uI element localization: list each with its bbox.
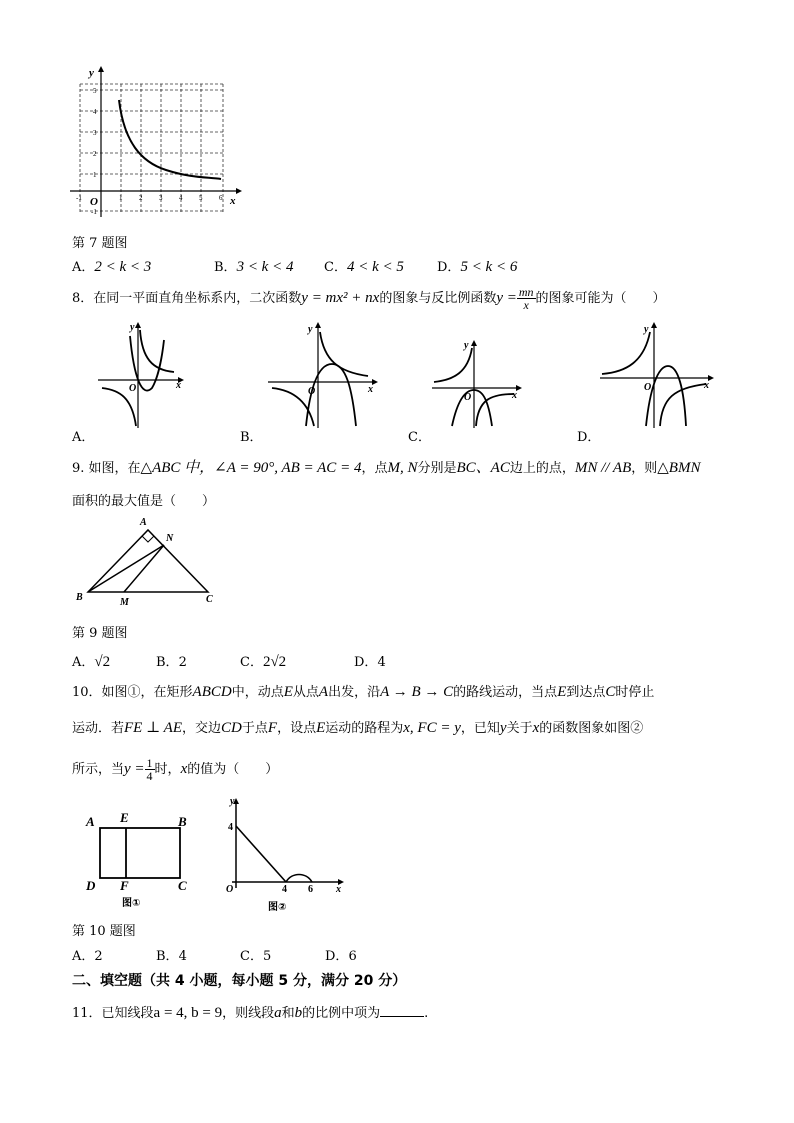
q7-xtick: 5: [199, 194, 203, 202]
q10-graph-y: y: [230, 796, 235, 807]
q9-stem-line2: 面积的最大值是（ ）: [72, 494, 216, 509]
q10-fraction: $\frac{1}{4}$: [146, 756, 153, 783]
q7-option-d[interactable]: D．5 < k < 6: [437, 259, 518, 275]
q7-figure-caption: 第 7 题图: [72, 236, 128, 251]
q8-stem: 8．在同一平面直角坐标系内，二次函数y = mx² + nx的图象与反比例函数y = $\frac{mn}{x}$ 的图象可能为（ ）: [72, 285, 666, 312]
q7-xtick: -1: [76, 194, 82, 202]
q9-figure-caption: 第 9 题图: [72, 626, 128, 641]
q10-graph-origin: O: [226, 884, 234, 895]
q7-ytick: 2: [93, 150, 97, 158]
q9-option-a[interactable]: A．√2: [72, 654, 111, 670]
q7-xtick: 4: [179, 194, 183, 202]
q8-option-c[interactable]: C．: [408, 430, 431, 445]
q10-graph-ytick: 4: [228, 822, 233, 833]
q9-stem-line1: 9. 如图，在△ABC 中，∠A = 90°, AB = AC = 4，点M, N分别是BC、AC边上的点，MN // AB，则△BMN: [72, 460, 701, 476]
q10-option-a[interactable]: A．2: [72, 949, 103, 964]
q7-ytick: 4: [93, 108, 97, 116]
q7-graph: [66, 62, 246, 222]
q10-option-c[interactable]: C．5: [240, 949, 272, 964]
q9-point-c: C: [206, 594, 213, 605]
section-2-heading: 二、填空题（共 4 小题，每小题 5 分，满分 20 分）: [72, 973, 407, 989]
q7-option-a[interactable]: A．2 < k < 3: [72, 259, 152, 275]
q8-graph-c: [428, 338, 528, 430]
q10-rect-e: E: [120, 810, 129, 825]
q10-figure-caption: 第 10 题图: [72, 924, 136, 939]
q10-stem-line1: 10．如图①，在矩形ABCD中，动点E从点A出发，沿A → B → C的路线运动，当点E到达点C时停止: [72, 684, 655, 700]
q7-xtick: 1: [119, 194, 123, 202]
q10-graph-xtick-4: 4: [282, 884, 287, 895]
svg-text:y: y: [464, 340, 469, 351]
q7-ytick: 5: [93, 87, 97, 95]
svg-text:O: O: [129, 383, 137, 394]
q8-graph-d: [596, 318, 720, 430]
svg-text:O: O: [644, 382, 652, 393]
q10-stem-line3: 所示，当y = $\frac{1}{4}$ 时，x的值为（ ）: [72, 756, 279, 783]
q10-rect-f: F: [120, 878, 129, 893]
q7-y-label: y: [89, 67, 94, 79]
q11-answer-blank[interactable]: [380, 1004, 424, 1017]
svg-text:x: x: [704, 380, 709, 391]
q10-fig2-label: 图②: [268, 902, 287, 913]
svg-text:y: y: [644, 324, 649, 335]
q7-hyperbola: [119, 100, 221, 179]
q10-rect-a: A: [86, 814, 95, 829]
svg-text:y: y: [130, 322, 135, 333]
q9-option-b[interactable]: B．2: [156, 655, 187, 670]
q10-function-graph: [222, 794, 352, 916]
q8-option-a[interactable]: A．: [72, 430, 95, 445]
svg-text:y: y: [308, 324, 313, 335]
q10-option-d[interactable]: D．6: [325, 949, 357, 964]
q9-option-c[interactable]: C．2√2: [240, 654, 287, 670]
q9-point-m: M: [120, 597, 129, 608]
q10-graph-xtick-6: 6: [308, 884, 313, 895]
svg-text:x: x: [176, 380, 181, 391]
q7-option-b[interactable]: B．3 < k < 4: [214, 259, 294, 275]
q7-xtick: 2: [139, 194, 143, 202]
q7-option-c[interactable]: C．4 < k < 5: [324, 259, 404, 275]
q7-x-label: x: [230, 195, 236, 207]
q7-xtick: 6: [219, 194, 223, 202]
q9-point-n: N: [166, 533, 174, 544]
q9-point-b: B: [76, 592, 83, 603]
q10-rect-c: C: [178, 878, 187, 893]
q8-fraction: $\frac{mn}{x}$: [518, 285, 534, 312]
q10-fig1-label: 图①: [122, 898, 141, 909]
q11-stem: 11．已知线段a = 4, b = 9，则线段a和b的比例中项为 .: [72, 1005, 429, 1021]
q9-triangle-figure: [72, 512, 222, 608]
q7-ytick: 3: [93, 129, 97, 137]
q8-option-d[interactable]: D．: [577, 430, 601, 445]
q10-option-b[interactable]: B．4: [156, 949, 187, 964]
q7-origin: O: [90, 196, 98, 208]
q10-rect-d: D: [86, 878, 96, 893]
svg-text:O: O: [464, 392, 472, 403]
q7-ytick: -1: [91, 208, 97, 216]
q10-graph-x: x: [336, 884, 341, 895]
q9-option-d[interactable]: D．4: [354, 655, 386, 670]
svg-text:O: O: [308, 386, 316, 397]
svg-text:x: x: [512, 390, 517, 401]
q7-ytick: 1: [93, 171, 97, 179]
q8-graph-b: [262, 318, 382, 430]
svg-text:x: x: [368, 384, 373, 395]
q9-point-a: A: [140, 517, 147, 528]
q7-xtick: 3: [159, 194, 163, 202]
q8-option-b[interactable]: B．: [240, 430, 263, 445]
q10-stem-line2: 运动．若FE ⊥ AE，交边CD于点F，设点E运动的路程为x, FC = y，已知y关于x的函数图象如图②: [72, 720, 644, 736]
q10-rectangle-figure: [82, 806, 202, 916]
q10-rect-b: B: [178, 814, 187, 829]
q8-graph-a: [92, 318, 192, 430]
